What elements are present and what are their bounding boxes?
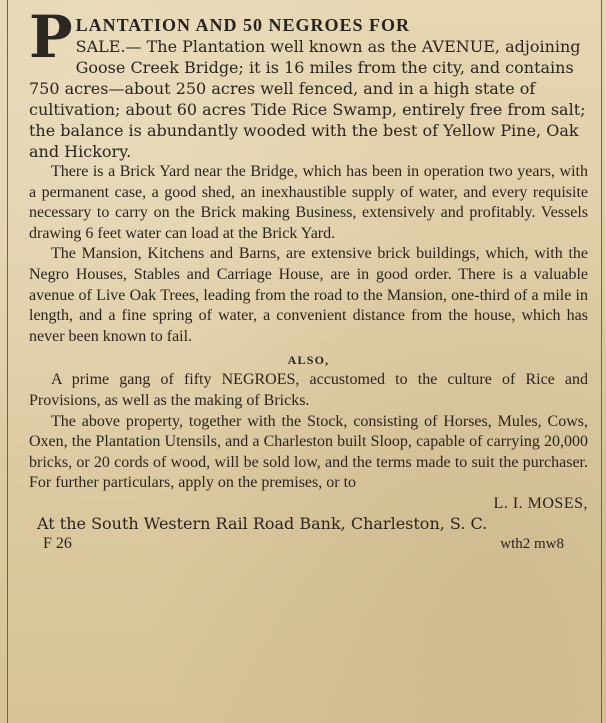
headline-lead: SALE.— (75, 37, 142, 56)
paragraph-1: The Plantation well known as the AVENUE, adjoining Goose Creek Bridge; it is 16 miles from the city, and contains 750 acres—about 250 acres well fenced, and in a high state of cultivation; about 60 acres Tide Rice Swamp, entirely free from salt; the balance is abundantly wooded with the best of Yellow Pine, Oak and Hickory. (29, 37, 586, 161)
footer-line (29, 534, 588, 555)
drop-cap: P (29, 3, 73, 71)
footer-left-code: F 26 (43, 534, 72, 552)
sale-advertisement (29, 3, 588, 713)
paragraph-4: A prime gang of fifty NEGROES, accustomed to the culture of Rice and Provisions, as well as the making of Bricks. (29, 371, 588, 409)
seller-name: L. I. MOSES, (493, 494, 588, 512)
left-column-rule (7, 0, 8, 723)
paragraph-2: There is a Brick Yard near the Bridge, which has been in operation two years, with a permanent case, a good shed, an inexhaustible supply of water, and every requisite necessary to carry on the Brick making Business, extensively and profitably. Vessels drawing 6 feet water can load at the Brick Yard. (29, 163, 588, 242)
headline-block (29, 3, 588, 162)
paragraph-3: The Mansion, Kitchens and Barns, are extensive brick buildings, which, with the Negro Houses, Stables and Carriage House, are in good order. There is a valuable avenue of Live Oak Trees, leading from the road to the Mansion, one-third of a mile in length, and a fine spring of water, a convenient distance from the house, which has never been known to fail. (29, 245, 588, 345)
headline-title: LANTATION AND 50 NEGROES FOR (75, 15, 410, 35)
footer-right-code: wth2 mw8 (500, 535, 564, 552)
also-heading: ALSO, (287, 353, 330, 368)
seller-address: At the South Western Rail Road Bank, Charleston, S. C. (37, 513, 488, 533)
signature-row (29, 494, 588, 515)
right-column-rule (601, 0, 602, 723)
paragraph-5: The above property, together with the Stock, consisting of Horses, Mules, Cows, Oxen, the Plantation Utensils, and a Charleston built Sloop, capable of carrying 20,000 bricks, or 20 cords of wood, will be sold low, and the terms made to suit the purchaser. For further particulars, apply on the premises, or to (29, 412, 588, 492)
